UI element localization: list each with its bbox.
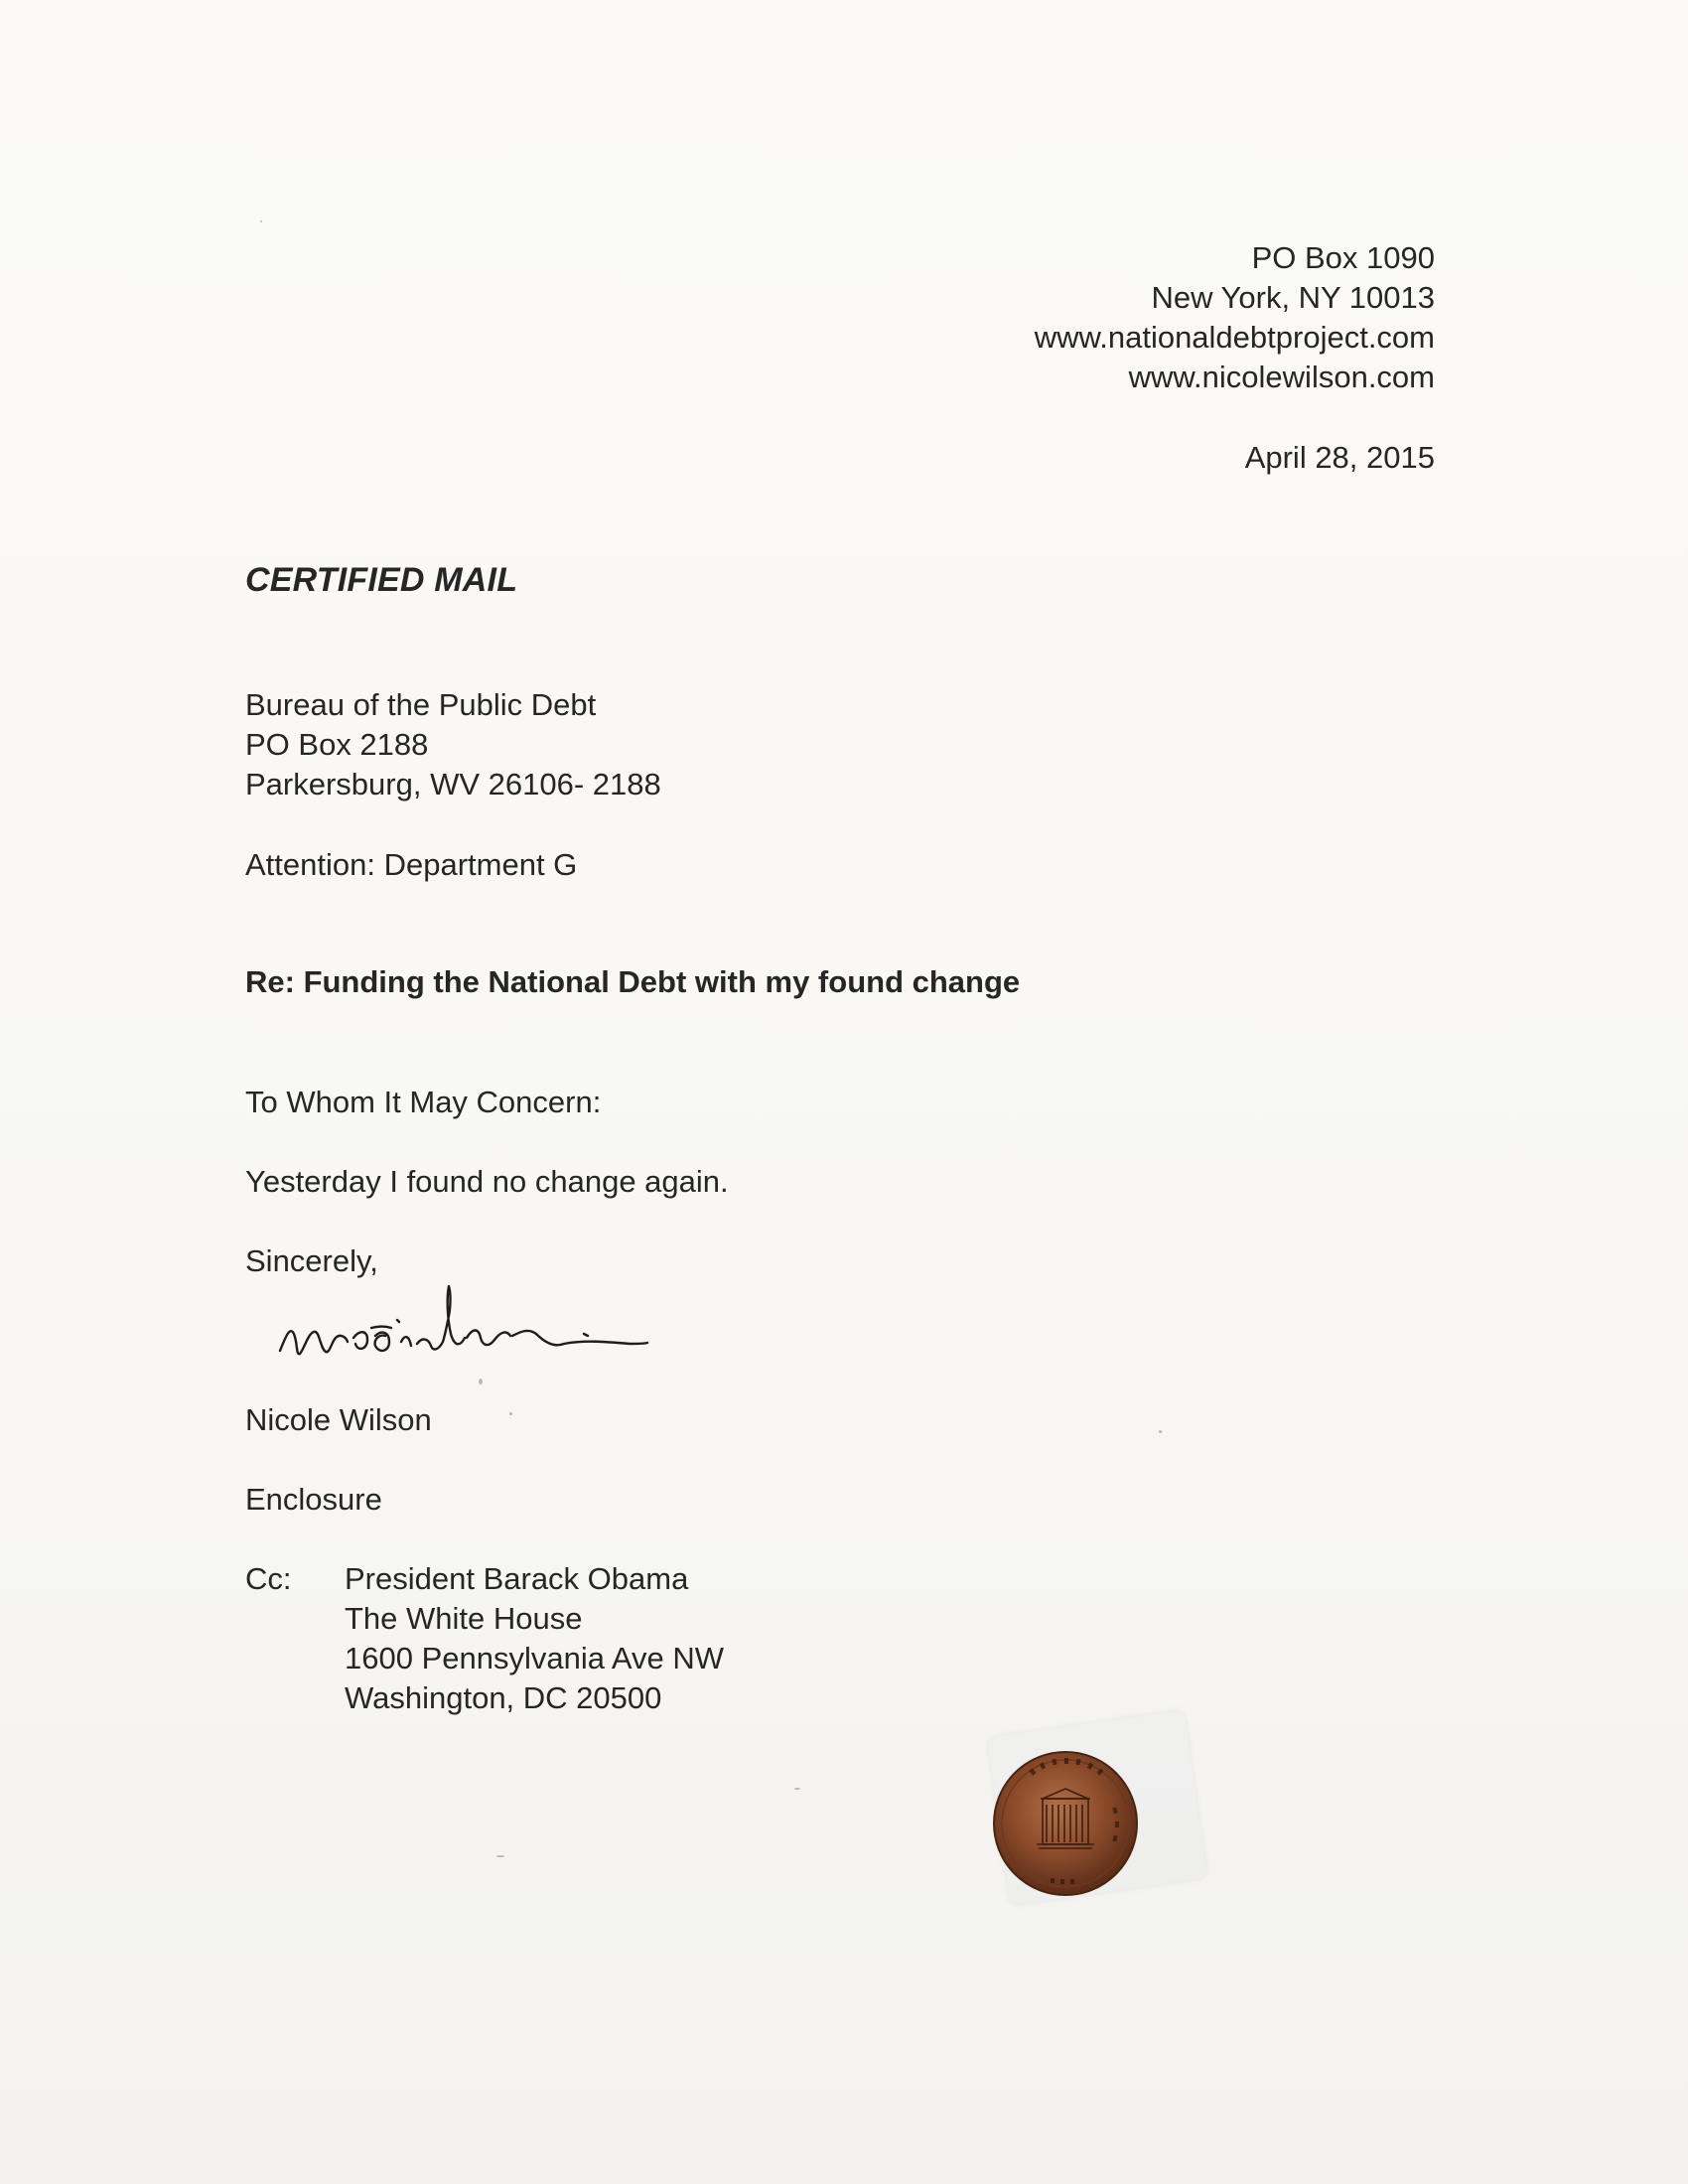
paper-speck [1159, 1430, 1162, 1433]
sender-address [1035, 238, 1435, 397]
sender-website: www.nicolewilson.com [1128, 360, 1435, 394]
subject-line: Re: Funding the National Debt with my found change [245, 964, 1021, 999]
attention-line: Attention: Department G [245, 847, 578, 882]
sender-website: www.nationaldebtproject.com [1034, 320, 1435, 355]
paper-speck [260, 220, 262, 222]
signature-name: Nicole Wilson [245, 1402, 432, 1437]
penny-coin-icon [991, 1749, 1140, 1898]
paper-speck [479, 1379, 483, 1384]
letter-date: April 28, 2015 [1244, 440, 1435, 475]
handwritten-signature-icon [268, 1256, 685, 1366]
enclosure-label: Enclosure [245, 1482, 382, 1517]
closing: Sincerely, [245, 1243, 378, 1278]
sender-line: PO Box 1090 [1251, 240, 1435, 275]
paper-speck [794, 1788, 800, 1790]
cc-line: 1600 Pennsylvania Ave NW [345, 1641, 724, 1675]
recipient-address [245, 685, 661, 804]
body-text: Yesterday I found no change again. [245, 1164, 729, 1199]
cc-line: The White House [345, 1601, 583, 1636]
cc-line: Washington, DC 20500 [345, 1680, 662, 1715]
certified-mail-heading: CERTIFIED MAIL [245, 561, 518, 599]
cc-line: President Barack Obama [345, 1561, 689, 1596]
cc-label: Cc: [245, 1561, 292, 1596]
paper-speck [496, 1855, 504, 1857]
paper-speck [509, 1412, 512, 1415]
recipient-line: Parkersburg, WV 26106- 2188 [245, 767, 661, 801]
sender-line: New York, NY 10013 [1151, 280, 1435, 315]
recipient-line: Bureau of the Public Debt [245, 687, 597, 722]
cc-address [345, 1559, 724, 1718]
recipient-line: PO Box 2188 [245, 727, 429, 762]
salutation: To Whom It May Concern: [245, 1085, 602, 1119]
